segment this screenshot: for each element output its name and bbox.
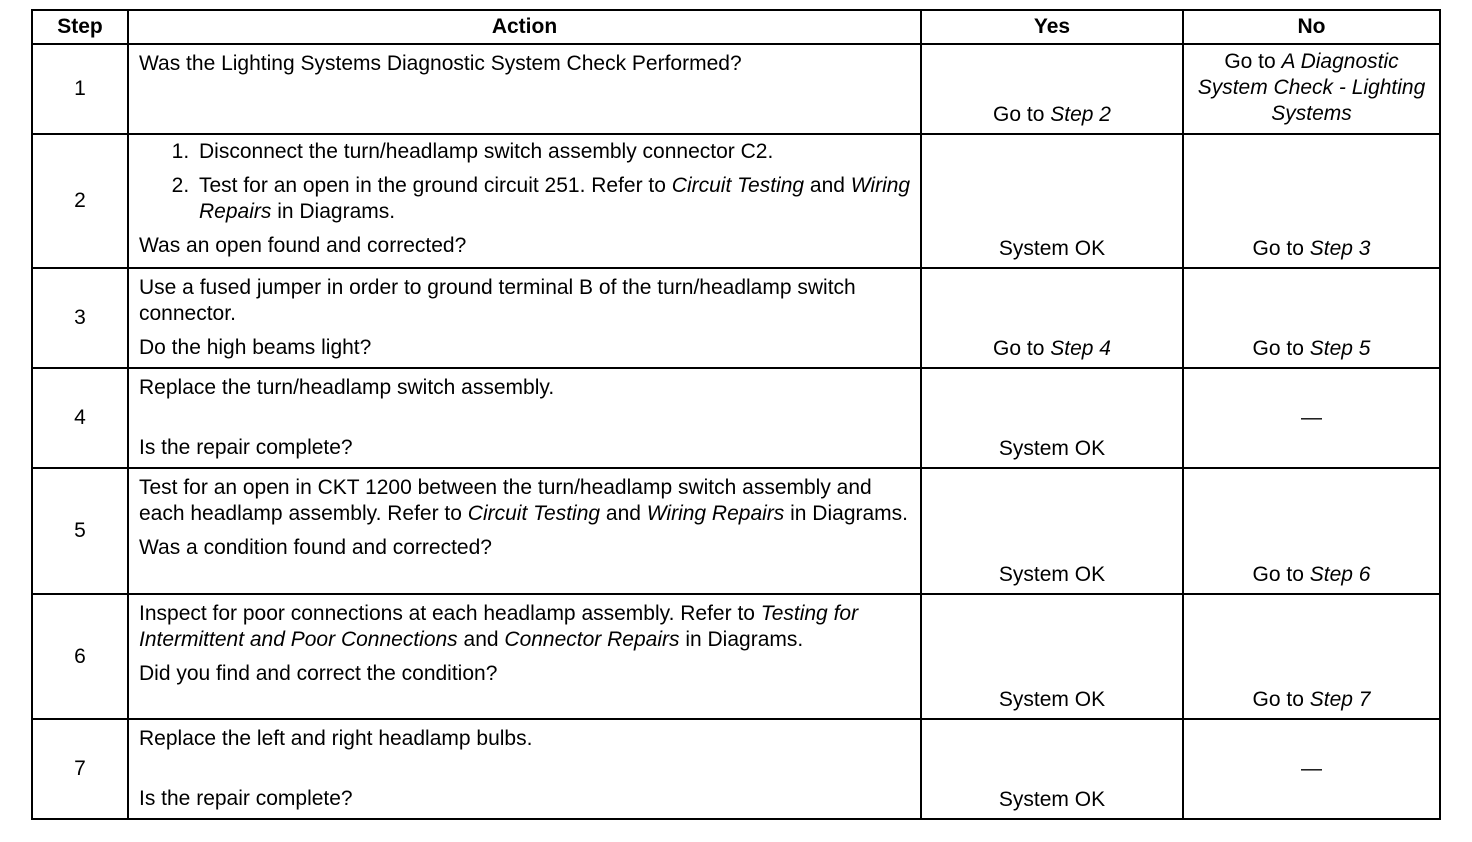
action-text: Was the Lighting Systems Diagnostic System Check Performed? [139,52,742,75]
action-question: Do the high beams light? [139,336,372,359]
no-dash: — [1301,757,1322,780]
no-step-ref: Step 6 [1309,563,1371,586]
yes-prefix: Go to [993,337,1051,360]
no-step-ref: Step 3 [1309,237,1371,260]
step-number: 4 [32,368,128,468]
yes-result: System OK [998,563,1106,586]
table-row [32,719,1440,819]
action-list-item: 2. Test for an open in the ground circuit 251. Refer to Circuit Testing and Wiring Repairs in Diagrams. [195,173,912,225]
table-header-row [32,10,1440,44]
step-number: 3 [32,268,128,368]
table-row [32,368,1440,468]
step-number: 2 [32,134,128,268]
action-question: Was a condition found and corrected? [139,536,492,559]
yes-step-ref: Step 4 [1050,337,1111,360]
action-list [139,139,912,225]
yes-cell [921,468,1183,594]
header-action: Action [128,10,921,44]
step-number: 7 [32,719,128,819]
action-question: Did you find and correct the condition? [139,662,498,685]
step-number: 6 [32,594,128,719]
no-prefix: Go to [1252,563,1310,586]
no-prefix: Go to [1252,237,1310,260]
no-cell [1183,719,1440,819]
action-text: Inspect for poor connections at each headlamp assembly. Refer to Testing for Intermittent and Poor Connections and Connector Repairs in Diagrams. [139,602,859,651]
header-step: Step [32,10,128,44]
table-row [32,44,1440,134]
yes-cell [921,44,1183,134]
yes-cell [921,594,1183,719]
no-cell [1183,368,1440,468]
no-cell [1183,594,1440,719]
table-row [32,594,1440,719]
header-yes: Yes [921,10,1183,44]
table-row [32,468,1440,594]
no-step-ref: A Diagnostic System Check - Lighting Systems [1197,50,1426,125]
action-question: Is the repair complete? [139,787,353,810]
no-dash: — [1301,406,1322,429]
no-prefix: Go to [1224,50,1282,73]
action-cell [128,44,921,134]
action-cell [128,468,921,594]
no-step-ref: Step 5 [1309,337,1371,360]
no-cell [1183,44,1440,134]
yes-cell [921,268,1183,368]
action-question: Is the repair complete? [139,436,353,459]
action-text: Test for an open in CKT 1200 between the turn/headlamp switch assembly and each headlamp assembly. Refer to Circuit Testing and Wiring Repairs in Diagrams. [139,476,908,525]
no-prefix: Go to [1252,688,1310,711]
yes-result: System OK [998,437,1106,460]
step-number: 1 [32,44,128,134]
step-number: 5 [32,468,128,594]
diagnostic-table [31,9,1441,820]
table-row [32,268,1440,368]
action-question: Was an open found and corrected? [139,234,467,257]
no-cell [1183,468,1440,594]
action-text: Use a fused jumper in order to ground terminal B of the turn/headlamp switch connector. [139,276,856,325]
yes-result: System OK [998,237,1106,260]
action-cell [128,594,921,719]
action-cell [128,268,921,368]
action-list-item: 1. Disconnect the turn/headlamp switch assembly connector C2. [195,139,912,165]
yes-prefix: Go to [993,103,1051,126]
action-cell [128,368,921,468]
yes-result: System OK [998,688,1106,711]
action-cell [128,134,921,268]
no-cell [1183,268,1440,368]
action-text: Replace the left and right headlamp bulbs. [139,727,533,750]
action-cell [128,719,921,819]
no-prefix: Go to [1252,337,1310,360]
header-no: No [1183,10,1440,44]
yes-result: System OK [998,788,1106,811]
yes-step-ref: Step 2 [1050,103,1111,126]
no-step-ref: Step 7 [1309,688,1371,711]
yes-cell [921,719,1183,819]
no-cell [1183,134,1440,268]
yes-cell [921,134,1183,268]
yes-cell [921,368,1183,468]
table-row [32,134,1440,268]
action-text: Replace the turn/headlamp switch assembly. [139,376,555,399]
